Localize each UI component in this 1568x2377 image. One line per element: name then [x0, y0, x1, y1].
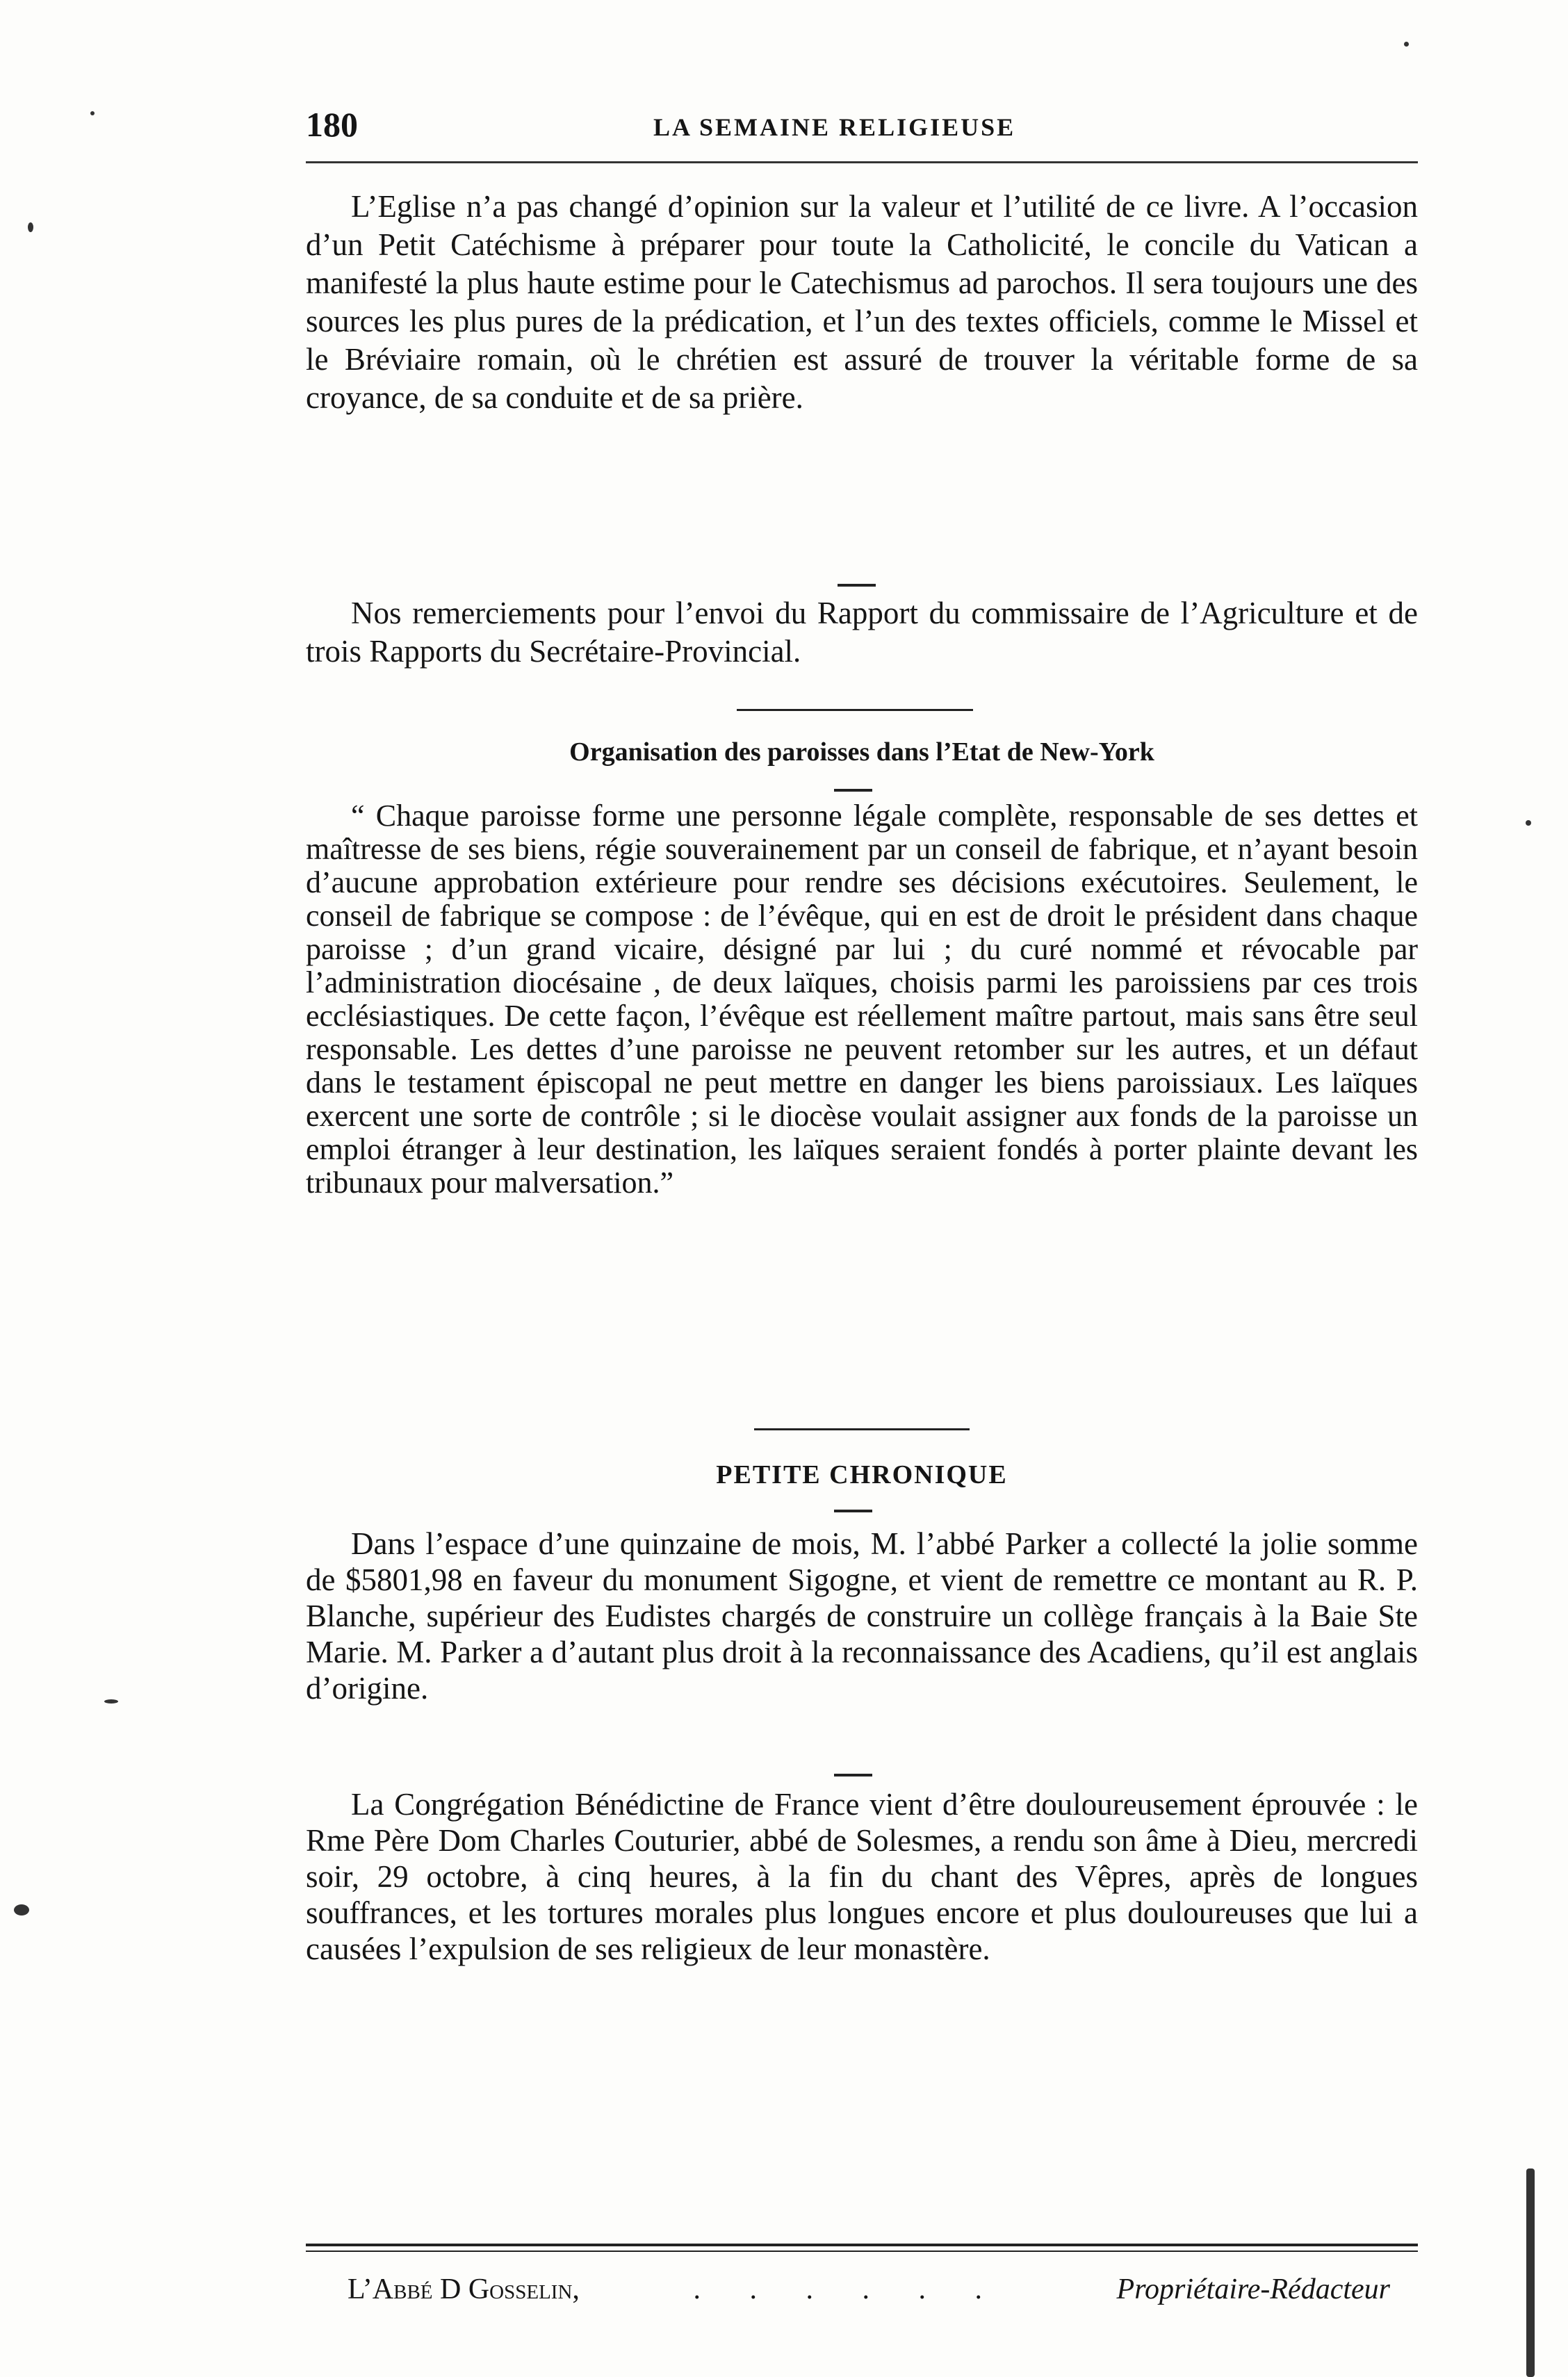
page-number: 180	[306, 105, 358, 144]
separator-dash	[838, 584, 876, 587]
scan-speck	[1404, 42, 1409, 47]
paragraph-benedictine: La Congrégation Bénédictine de France vient d’être douloureusement éprouvée : le Rme Père Dom Charles Couturier, abbé de Solesmes, a rendu son âme à Dieu, mercredi soir, 29 octobre, à cinq heures, à la fin du chant des Vêpres, après de longues souffrances, et les tortures morales plus longues encore et plus douloureuses que lui a causées l’expulsion de ses religieux de leur monastère.	[306, 1787, 1418, 1966]
scan-speck	[28, 222, 33, 232]
separator-dash	[834, 1774, 872, 1776]
section-rule	[737, 709, 973, 711]
paragraph-eglise: L’Eglise n’a pas changé d’opinion sur la valeur et l’utilité de ce livre. A l’occasion d’un Petit Catéchisme à préparer pour toute la Catholicité, le concile du Vatican a manifesté la plus haute estime pour le Catechismus ad parochos. Il sera toujours une des sources les plus pures de la prédication, et l’un des textes officiels, comme le Missel et le Bréviaire romain, où le chrétien est assuré de trouver la véritable forme de sa croyance, de sa conduite et de sa prière.	[306, 189, 1418, 415]
running-title: LA SEMAINE RELIGIEUSE	[653, 113, 1016, 141]
footer-dots: . . . . . .	[693, 2273, 1003, 2305]
scan-speck	[104, 1699, 118, 1704]
heading-petite-chronique: PETITE CHRONIQUE	[716, 1460, 1008, 1489]
scan-edge-shadow	[1526, 2168, 1535, 2377]
footer-editor: L’Abbé D Gosselin,	[348, 2273, 580, 2305]
paragraph-organisation: “ Chaque paroisse forme une personne légale complète, responsable de ses dettes et maîtresse de ses biens, régie souverainement par un conseil de fabrique, et n’ayant besoin d’aucune approbation extérieure pour rendre ses décisions exécutoires. Seulement, le conseil de fabrique se compose : de l’évêque, qui en est de droit le président dans chaque paroisse ; d’un grand vicaire, désigné par lui ; du curé nommé et révocable par l’administration diocésaine , de deux laïques, choisis parmi les paroissiens par ces trois ecclésiastiques. De cette façon, l’évêque est réellement maître partout, mais sans être seul responsable. Les dettes d’une paroisse ne peuvent retomber sur les autres, et un défaut dans le testament épiscopal ne peut mettre en danger les biens paroissiaux. Les laïques exercent une sorte de contrôle ; si le diocèse voulait assigner aux fonds de la paroisse un emploi étranger à leur destination, les laïques seraient fondés à porter plainte devant les tribunaux pour malversation.”	[306, 799, 1418, 1200]
page-footer	[348, 2273, 1390, 2306]
scan-speck	[1526, 820, 1531, 826]
page-header	[306, 104, 1418, 160]
scan-speck	[14, 1904, 29, 1916]
separator-dash	[834, 1510, 872, 1512]
section-rule	[754, 1428, 970, 1430]
header-rule	[306, 161, 1418, 163]
separator-dash	[834, 789, 872, 792]
heading-organisation: Organisation des paroisses dans l’Etat de New-York	[569, 737, 1154, 767]
scan-speck	[90, 111, 95, 115]
footer-role: Propriétaire-Rédacteur	[1116, 2273, 1390, 2305]
paragraph-parker: Dans l’espace d’une quinzaine de mois, M. l’abbé Parker a collecté la jolie somme de $5801,98 en faveur du monument Sigogne, et vient de remettre ce montant au R. P. Blanche, supérieur des Eudistes chargés de construire un collège français à la Baie Ste Marie. M. Parker a d’autant plus droit à la reconnaissance des Acadiens, qu’il est anglais d’origine.	[306, 1526, 1418, 1706]
paragraph-remerciements: Nos remerciements pour l’envoi du Rapport du commissaire de l’Agriculture et de trois Rapports du Secrétaire-Provincial.	[306, 596, 1418, 669]
footer-rule	[306, 2244, 1418, 2246]
footer-rule-thin	[306, 2251, 1418, 2252]
